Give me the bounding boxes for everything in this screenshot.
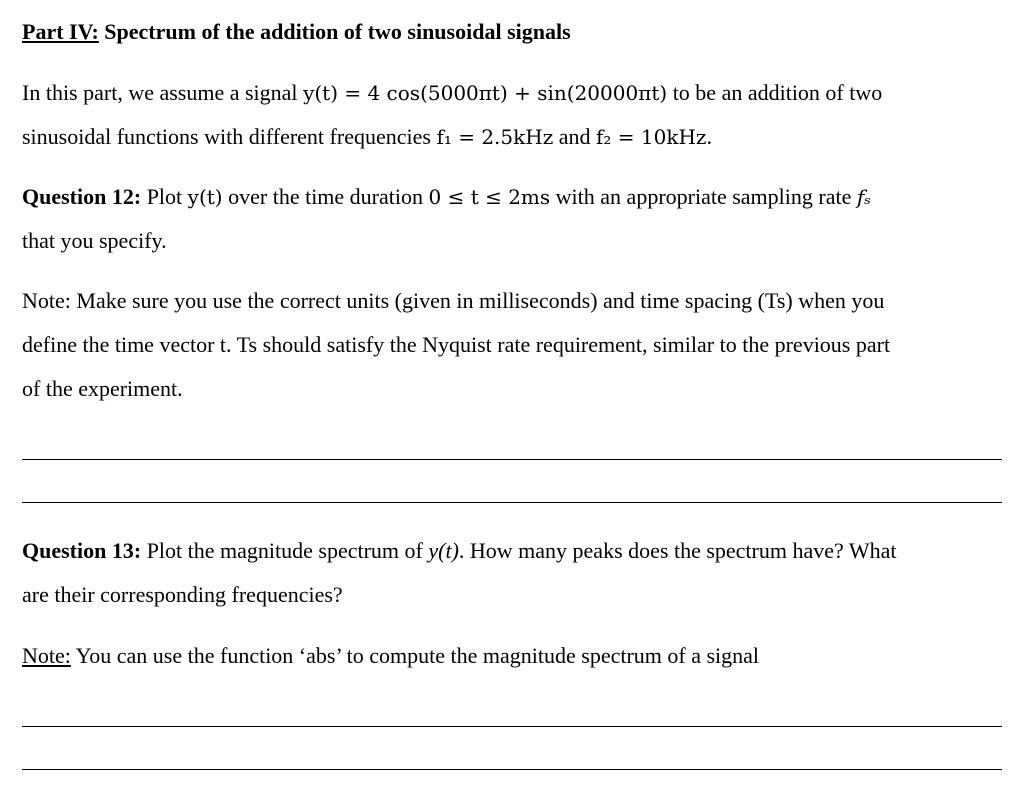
question-12 — [22, 175, 1002, 263]
note-line-3: of the experiment. — [22, 376, 183, 401]
answer-line — [22, 726, 1002, 727]
note-line-1: Note: Make sure you use the correct units (given in milliseconds) and time spacing (Ts) when you — [22, 288, 885, 313]
time-range: 0 ≤ t ≤ 2ms — [428, 185, 551, 209]
note-abs-text: You can use the function ‘abs’ to compute the magnitude spectrum of a signal — [70, 643, 760, 668]
signal-equation: y(t) = 4 cos(5000πt) + sin(20000πt) — [303, 81, 668, 105]
intro-paragraph — [22, 71, 1002, 159]
intro-line-1 — [22, 71, 1002, 115]
frequency-f2: f₂ = 10kHz — [596, 125, 707, 149]
q12-line-1 — [22, 175, 1002, 219]
note-abs-label: Note: — [22, 643, 71, 668]
q13-text: Plot the magnitude spectrum of — [141, 538, 429, 563]
q12-line-2: that you specify. — [22, 228, 167, 253]
answer-line — [22, 769, 1002, 770]
intro-text: to be an addition of two — [667, 80, 883, 105]
intro-text: . — [706, 124, 712, 149]
document-page — [22, 0, 1002, 796]
intro-line-2 — [22, 115, 1002, 159]
part-label: Part IV: — [22, 19, 99, 44]
q12-signal: y(t) — [187, 185, 223, 209]
intro-text: In this part, we assume a signal — [22, 80, 304, 105]
q13-label: Question 13: — [22, 538, 142, 563]
section-title: Spectrum of the addition of two sinusoidal signals — [98, 19, 571, 44]
note-abs — [22, 634, 1002, 678]
q12-text: Plot — [141, 184, 188, 209]
intro-text: sinusoidal functions with different frequencies — [22, 124, 437, 149]
q13-signal: y(t) — [428, 538, 459, 563]
q12-text: with an appropriate sampling rate — [550, 184, 857, 209]
section-heading — [22, 10, 1002, 54]
answer-line — [22, 502, 1002, 503]
sampling-rate-symbol: fₛ — [856, 185, 871, 209]
note-paragraph — [22, 279, 1002, 411]
q12-text: over the time duration — [222, 184, 429, 209]
frequency-f1: f₁ = 2.5kHz — [436, 125, 554, 149]
q13-line-2: are their corresponding frequencies? — [22, 582, 343, 607]
note-line-2: define the time vector t. Ts should satisfy the Nyquist rate requirement, similar to the previous part — [22, 332, 891, 357]
q13-text: . How many peaks does the spectrum have? What — [458, 538, 897, 563]
answer-line — [22, 459, 1002, 460]
question-13 — [22, 529, 1002, 617]
q13-line-1 — [22, 529, 1002, 573]
q12-label: Question 12: — [22, 184, 142, 209]
intro-text: and — [553, 124, 596, 149]
